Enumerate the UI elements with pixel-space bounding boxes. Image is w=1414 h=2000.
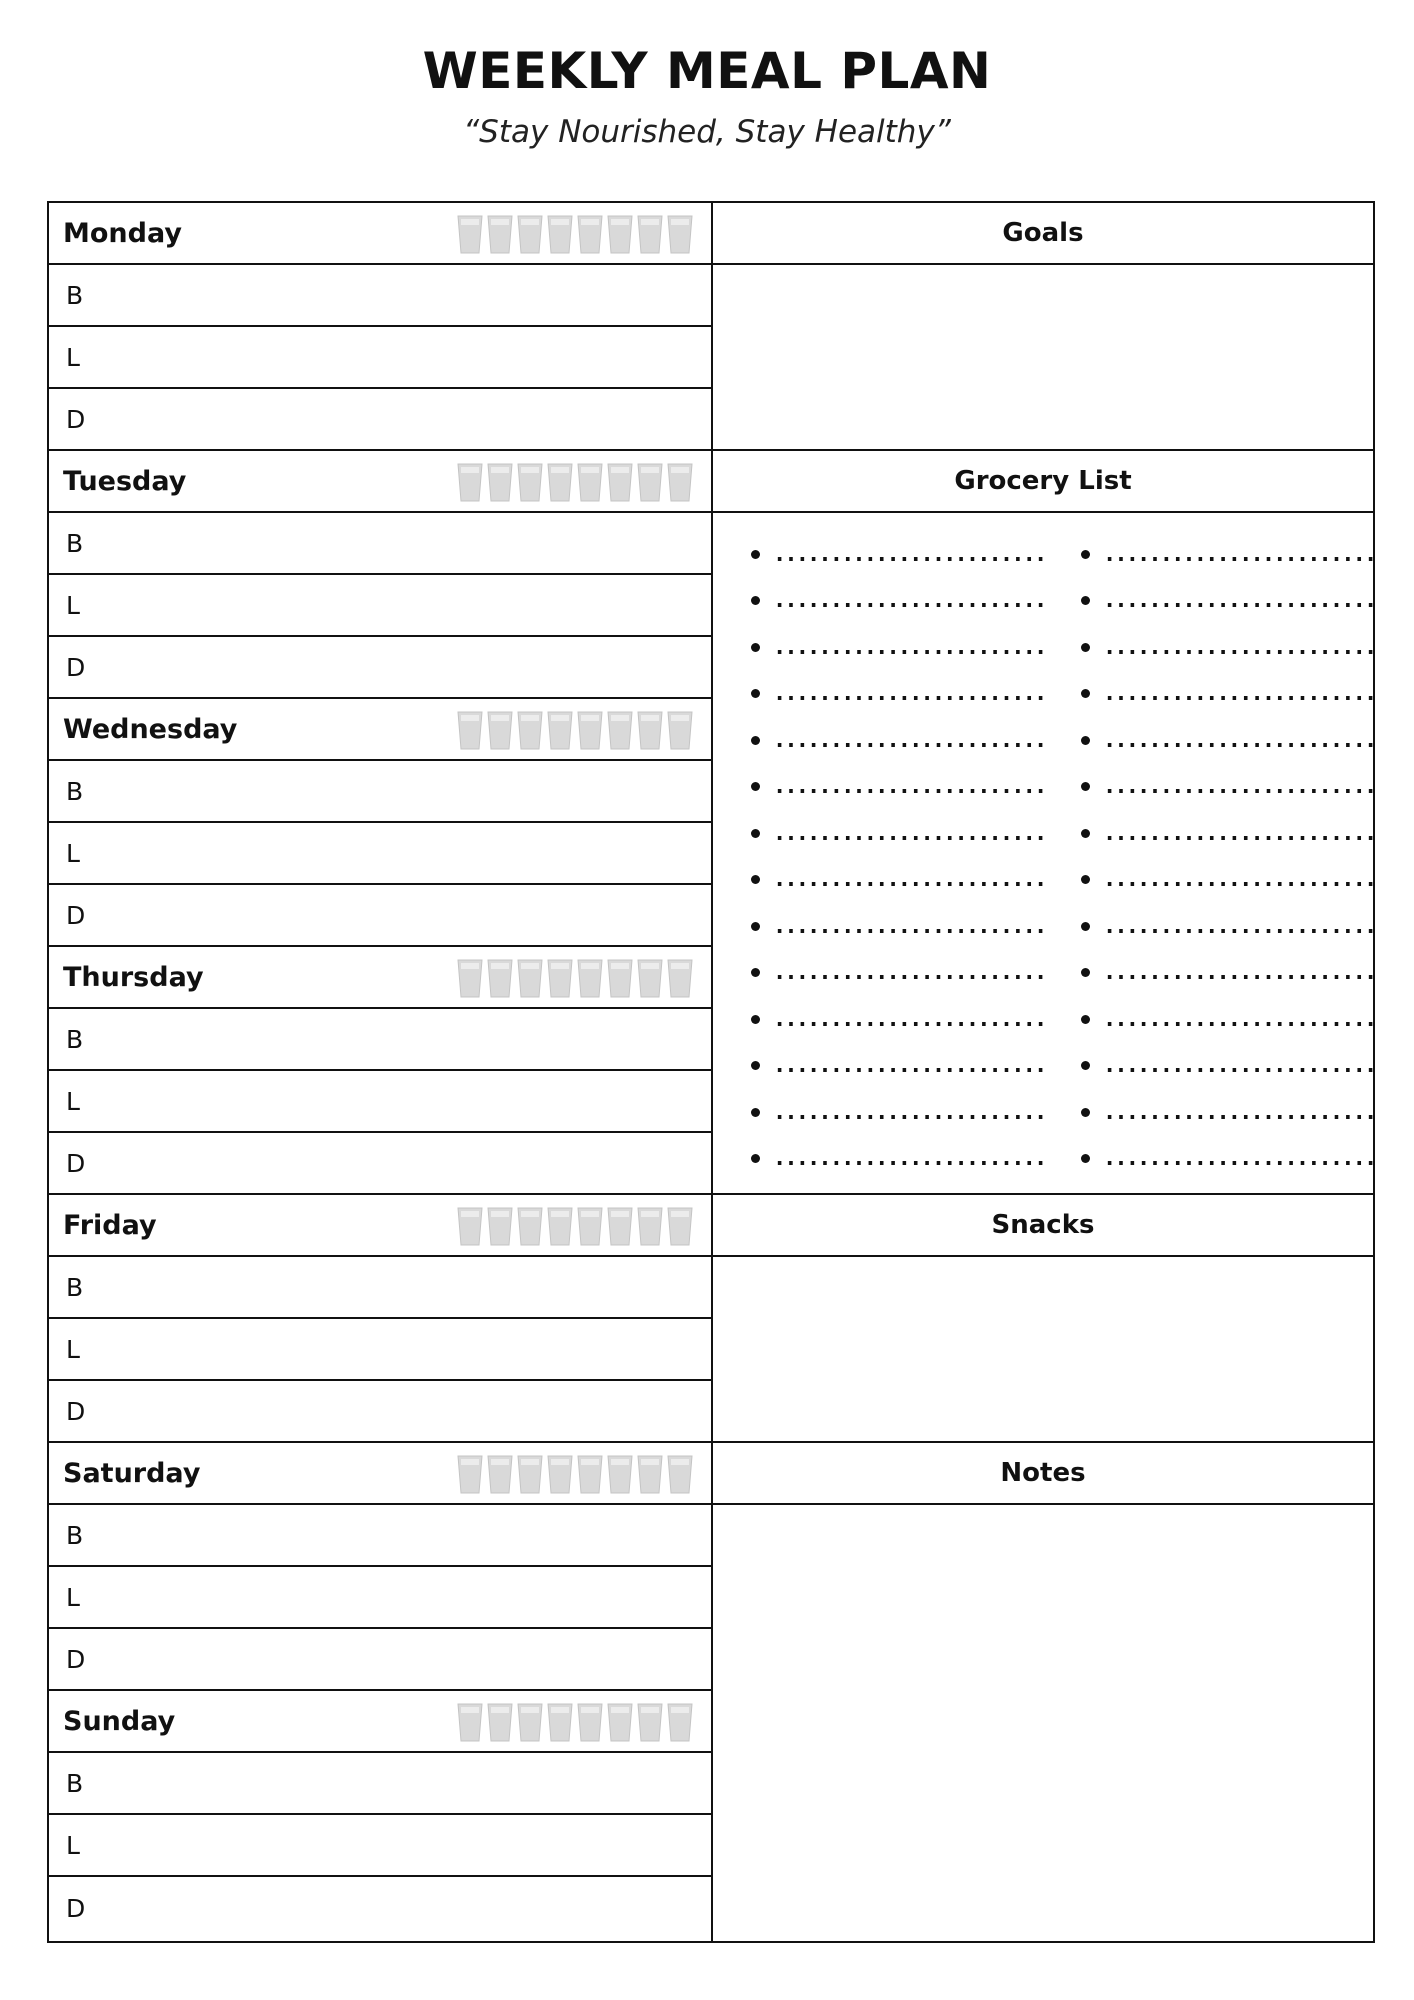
- meal-row[interactable]: [49, 1257, 711, 1319]
- water-glass-icon[interactable]: [577, 1455, 603, 1494]
- meal-row[interactable]: [49, 761, 711, 823]
- grocery-item[interactable]: [751, 578, 1045, 625]
- grocery-line: ........................: [773, 1146, 1046, 1172]
- meal-label: D: [66, 900, 86, 930]
- water-glass-icon[interactable]: [457, 1703, 483, 1742]
- bullet-icon: [751, 782, 760, 791]
- bullet-icon: [1081, 968, 1090, 977]
- grocery-line: ........................: [1103, 681, 1376, 707]
- meal-label: D: [66, 404, 86, 434]
- grocery-item[interactable]: [751, 950, 1045, 997]
- bullet-icon: [751, 1015, 760, 1024]
- water-glass-icon[interactable]: [637, 215, 663, 254]
- meal-row[interactable]: [49, 823, 711, 885]
- water-tracker: [457, 1207, 693, 1246]
- meal-label: B: [66, 280, 84, 310]
- water-glass-icon[interactable]: [517, 959, 543, 998]
- meal-row[interactable]: [49, 1009, 711, 1071]
- meal-row[interactable]: [49, 1877, 711, 1939]
- bullet-icon: [1081, 782, 1090, 791]
- grocery-header: [713, 451, 1373, 513]
- grocery-line: ........................: [773, 541, 1046, 567]
- grocery-item[interactable]: [1081, 903, 1375, 950]
- grocery-line: ........................: [1103, 1006, 1376, 1032]
- water-glass-icon[interactable]: [457, 959, 483, 998]
- water-glass-icon[interactable]: [607, 711, 633, 750]
- water-glass-icon[interactable]: [457, 711, 483, 750]
- water-glass-icon[interactable]: [487, 959, 513, 998]
- meal-label: L: [66, 838, 80, 868]
- meal-row[interactable]: [49, 389, 711, 451]
- day-name: Sunday: [63, 1705, 176, 1737]
- water-tracker: [457, 463, 693, 502]
- grocery-item[interactable]: [751, 531, 1045, 578]
- water-glass-icon[interactable]: [667, 1207, 693, 1246]
- day-header-thursday: [49, 947, 711, 1009]
- grocery-line: ........................: [1103, 1053, 1376, 1079]
- meal-label: L: [66, 1582, 80, 1612]
- grocery-line: ........................: [773, 1006, 1046, 1032]
- meal-row[interactable]: [49, 1319, 711, 1381]
- bullet-icon: [751, 736, 760, 745]
- water-glass-icon[interactable]: [667, 215, 693, 254]
- meal-label: L: [66, 342, 80, 372]
- water-glass-icon[interactable]: [637, 463, 663, 502]
- grocery-line: ........................: [773, 960, 1046, 986]
- grocery-line: ........................: [773, 913, 1046, 939]
- grocery-line: ........................: [1103, 541, 1376, 567]
- grocery-line: ........................: [773, 867, 1046, 893]
- meal-row[interactable]: [49, 265, 711, 327]
- grocery-item[interactable]: [751, 810, 1045, 857]
- water-glass-icon[interactable]: [607, 959, 633, 998]
- notes-title: Notes: [1000, 1458, 1086, 1488]
- meal-row[interactable]: [49, 1133, 711, 1195]
- day-header-friday: [49, 1195, 711, 1257]
- water-tracker: [457, 215, 693, 254]
- grocery-line: ........................: [773, 774, 1046, 800]
- meal-row[interactable]: [49, 1753, 711, 1815]
- grocery-item[interactable]: [751, 1043, 1045, 1090]
- bullet-icon: [751, 829, 760, 838]
- grocery-item[interactable]: [751, 1136, 1045, 1183]
- goals-area[interactable]: [713, 265, 1373, 451]
- meal-label: B: [66, 1768, 84, 1798]
- day-header-sunday: [49, 1691, 711, 1753]
- notes-area[interactable]: [713, 1505, 1373, 1941]
- meal-row[interactable]: [49, 1567, 711, 1629]
- grocery-line: ........................: [1103, 727, 1376, 753]
- water-glass-icon[interactable]: [517, 711, 543, 750]
- bullet-icon: [751, 643, 760, 652]
- bullet-icon: [751, 968, 760, 977]
- water-tracker: [457, 1455, 693, 1494]
- water-glass-icon[interactable]: [547, 463, 573, 502]
- water-glass-icon[interactable]: [607, 1455, 633, 1494]
- bullet-icon: [751, 1154, 760, 1163]
- water-glass-icon[interactable]: [457, 215, 483, 254]
- meal-plan-grid: [47, 201, 1375, 1943]
- grocery-line: ........................: [1103, 634, 1376, 660]
- grocery-item[interactable]: [1081, 1043, 1375, 1090]
- water-glass-icon[interactable]: [517, 1455, 543, 1494]
- meal-row[interactable]: [49, 1381, 711, 1443]
- meal-row[interactable]: [49, 1815, 711, 1877]
- meal-label: B: [66, 1272, 84, 1302]
- grocery-item[interactable]: [751, 903, 1045, 950]
- water-glass-icon[interactable]: [577, 1703, 603, 1742]
- grocery-line: ........................: [1103, 1146, 1376, 1172]
- water-glass-icon[interactable]: [457, 1455, 483, 1494]
- grocery-item[interactable]: [1081, 857, 1375, 904]
- water-glass-icon[interactable]: [547, 959, 573, 998]
- water-glass-icon[interactable]: [637, 1207, 663, 1246]
- day-header-tuesday: [49, 451, 711, 513]
- meal-label: D: [66, 1644, 86, 1674]
- bullet-icon: [1081, 736, 1090, 745]
- grocery-line: ........................: [773, 634, 1046, 660]
- water-glass-icon[interactable]: [607, 215, 633, 254]
- grocery-column-1: [751, 531, 1045, 1182]
- water-glass-icon[interactable]: [667, 463, 693, 502]
- water-glass-icon[interactable]: [547, 1455, 573, 1494]
- water-glass-icon[interactable]: [637, 1703, 663, 1742]
- bullet-icon: [751, 922, 760, 931]
- bullet-icon: [751, 689, 760, 698]
- grocery-title: Grocery List: [954, 466, 1132, 496]
- water-glass-icon[interactable]: [517, 1703, 543, 1742]
- water-glass-icon[interactable]: [487, 463, 513, 502]
- water-glass-icon[interactable]: [667, 711, 693, 750]
- grocery-line: ........................: [1103, 820, 1376, 846]
- meal-label: L: [66, 1830, 80, 1860]
- grocery-item[interactable]: [1081, 578, 1375, 625]
- grocery-line: ........................: [1103, 1099, 1376, 1125]
- day-name: Friday: [63, 1209, 157, 1241]
- meal-label: D: [66, 1893, 86, 1923]
- meal-row[interactable]: [49, 575, 711, 637]
- grocery-line: ........................: [773, 820, 1046, 846]
- page-subtitle: “Stay Nourished, Stay Healthy”: [463, 114, 951, 150]
- grocery-area: [713, 513, 1376, 1195]
- grocery-item[interactable]: [751, 764, 1045, 811]
- bullet-icon: [1081, 875, 1090, 884]
- water-tracker: [457, 1703, 693, 1742]
- grocery-item[interactable]: [1081, 810, 1375, 857]
- water-glass-icon[interactable]: [457, 1207, 483, 1246]
- water-glass-icon[interactable]: [637, 1455, 663, 1494]
- water-glass-icon[interactable]: [667, 1455, 693, 1494]
- grocery-line: ........................: [1103, 960, 1376, 986]
- meal-label: D: [66, 652, 86, 682]
- meal-row[interactable]: [49, 1505, 711, 1567]
- grocery-item[interactable]: [751, 717, 1045, 764]
- meal-label: D: [66, 1396, 86, 1426]
- snacks-header: [713, 1195, 1373, 1257]
- water-glass-icon[interactable]: [547, 1703, 573, 1742]
- grocery-item[interactable]: [1081, 1089, 1375, 1136]
- water-glass-icon[interactable]: [577, 1207, 603, 1246]
- grocery-item[interactable]: [751, 1089, 1045, 1136]
- grocery-line: ........................: [773, 1099, 1046, 1125]
- bullet-icon: [1081, 1061, 1090, 1070]
- water-glass-icon[interactable]: [667, 959, 693, 998]
- grocery-item[interactable]: [751, 624, 1045, 671]
- grocery-item[interactable]: [1081, 1136, 1375, 1183]
- water-glass-icon[interactable]: [577, 215, 603, 254]
- water-glass-icon[interactable]: [457, 463, 483, 502]
- grocery-line: ........................: [773, 588, 1046, 614]
- days-column: [49, 203, 713, 1941]
- snacks-area[interactable]: [713, 1257, 1373, 1443]
- bullet-icon: [751, 1108, 760, 1117]
- water-glass-icon[interactable]: [577, 463, 603, 502]
- snacks-title: Snacks: [991, 1210, 1095, 1240]
- bullet-icon: [751, 1061, 760, 1070]
- day-name: Saturday: [63, 1457, 201, 1489]
- water-glass-icon[interactable]: [517, 215, 543, 254]
- grocery-item[interactable]: [751, 857, 1045, 904]
- water-glass-icon[interactable]: [487, 1455, 513, 1494]
- water-tracker: [457, 959, 693, 998]
- grocery-item[interactable]: [1081, 531, 1375, 578]
- page-title: WEEKLY MEAL PLAN: [422, 42, 992, 100]
- meal-row[interactable]: [49, 637, 711, 699]
- grocery-line: ........................: [773, 1053, 1046, 1079]
- water-glass-icon[interactable]: [487, 711, 513, 750]
- day-name: Wednesday: [63, 713, 238, 745]
- grocery-line: ........................: [1103, 588, 1376, 614]
- day-header-saturday: [49, 1443, 711, 1505]
- bullet-icon: [1081, 922, 1090, 931]
- bullet-icon: [1081, 689, 1090, 698]
- water-glass-icon[interactable]: [547, 1207, 573, 1246]
- meal-label: L: [66, 1086, 80, 1116]
- water-glass-icon[interactable]: [637, 711, 663, 750]
- grocery-item[interactable]: [751, 996, 1045, 1043]
- meal-label: D: [66, 1148, 86, 1178]
- grocery-item[interactable]: [1081, 996, 1375, 1043]
- grocery-column-2: [1081, 531, 1375, 1182]
- grocery-item[interactable]: [751, 671, 1045, 718]
- water-glass-icon[interactable]: [547, 711, 573, 750]
- grocery-item[interactable]: [1081, 950, 1375, 997]
- notes-header: [713, 1443, 1373, 1505]
- meal-label: B: [66, 776, 84, 806]
- water-glass-icon[interactable]: [487, 1207, 513, 1246]
- water-glass-icon[interactable]: [577, 959, 603, 998]
- water-glass-icon[interactable]: [577, 711, 603, 750]
- bullet-icon: [1081, 1154, 1090, 1163]
- water-glass-icon[interactable]: [607, 1703, 633, 1742]
- grocery-item[interactable]: [1081, 671, 1375, 718]
- meal-row[interactable]: [49, 327, 711, 389]
- water-tracker: [457, 711, 693, 750]
- bullet-icon: [1081, 643, 1090, 652]
- bullet-icon: [751, 550, 760, 559]
- water-glass-icon[interactable]: [517, 1207, 543, 1246]
- goals-title: Goals: [1002, 218, 1084, 248]
- meal-label: L: [66, 1334, 80, 1364]
- water-glass-icon[interactable]: [607, 1207, 633, 1246]
- grocery-line: ........................: [773, 681, 1046, 707]
- meal-row[interactable]: [49, 885, 711, 947]
- grocery-line: ........................: [1103, 867, 1376, 893]
- water-glass-icon[interactable]: [487, 1703, 513, 1742]
- day-name: Tuesday: [63, 465, 187, 497]
- water-glass-icon[interactable]: [547, 215, 573, 254]
- bullet-icon: [751, 875, 760, 884]
- bullet-icon: [1081, 550, 1090, 559]
- bullet-icon: [1081, 1015, 1090, 1024]
- water-glass-icon[interactable]: [517, 463, 543, 502]
- water-glass-icon[interactable]: [637, 959, 663, 998]
- bullet-icon: [751, 596, 760, 605]
- bullet-icon: [1081, 596, 1090, 605]
- water-glass-icon[interactable]: [667, 1703, 693, 1742]
- grocery-line: ........................: [1103, 774, 1376, 800]
- meal-label: B: [66, 1024, 84, 1054]
- grocery-line: ........................: [1103, 913, 1376, 939]
- day-header-wednesday: [49, 699, 711, 761]
- day-header-monday: [49, 203, 711, 265]
- meal-label: B: [66, 1520, 84, 1550]
- day-name: Thursday: [63, 961, 204, 993]
- meal-label: L: [66, 590, 80, 620]
- side-column: [713, 203, 1376, 1941]
- water-glass-icon[interactable]: [487, 215, 513, 254]
- grocery-line: ........................: [773, 727, 1046, 753]
- meal-row[interactable]: [49, 1629, 711, 1691]
- goals-header: [713, 203, 1373, 265]
- bullet-icon: [1081, 829, 1090, 838]
- meal-row[interactable]: [49, 1071, 711, 1133]
- grocery-item[interactable]: [1081, 764, 1375, 811]
- bullet-icon: [1081, 1108, 1090, 1117]
- meal-row[interactable]: [49, 513, 711, 575]
- grocery-item[interactable]: [1081, 624, 1375, 671]
- day-name: Monday: [63, 217, 182, 249]
- water-glass-icon[interactable]: [607, 463, 633, 502]
- meal-label: B: [66, 528, 84, 558]
- grocery-item[interactable]: [1081, 717, 1375, 764]
